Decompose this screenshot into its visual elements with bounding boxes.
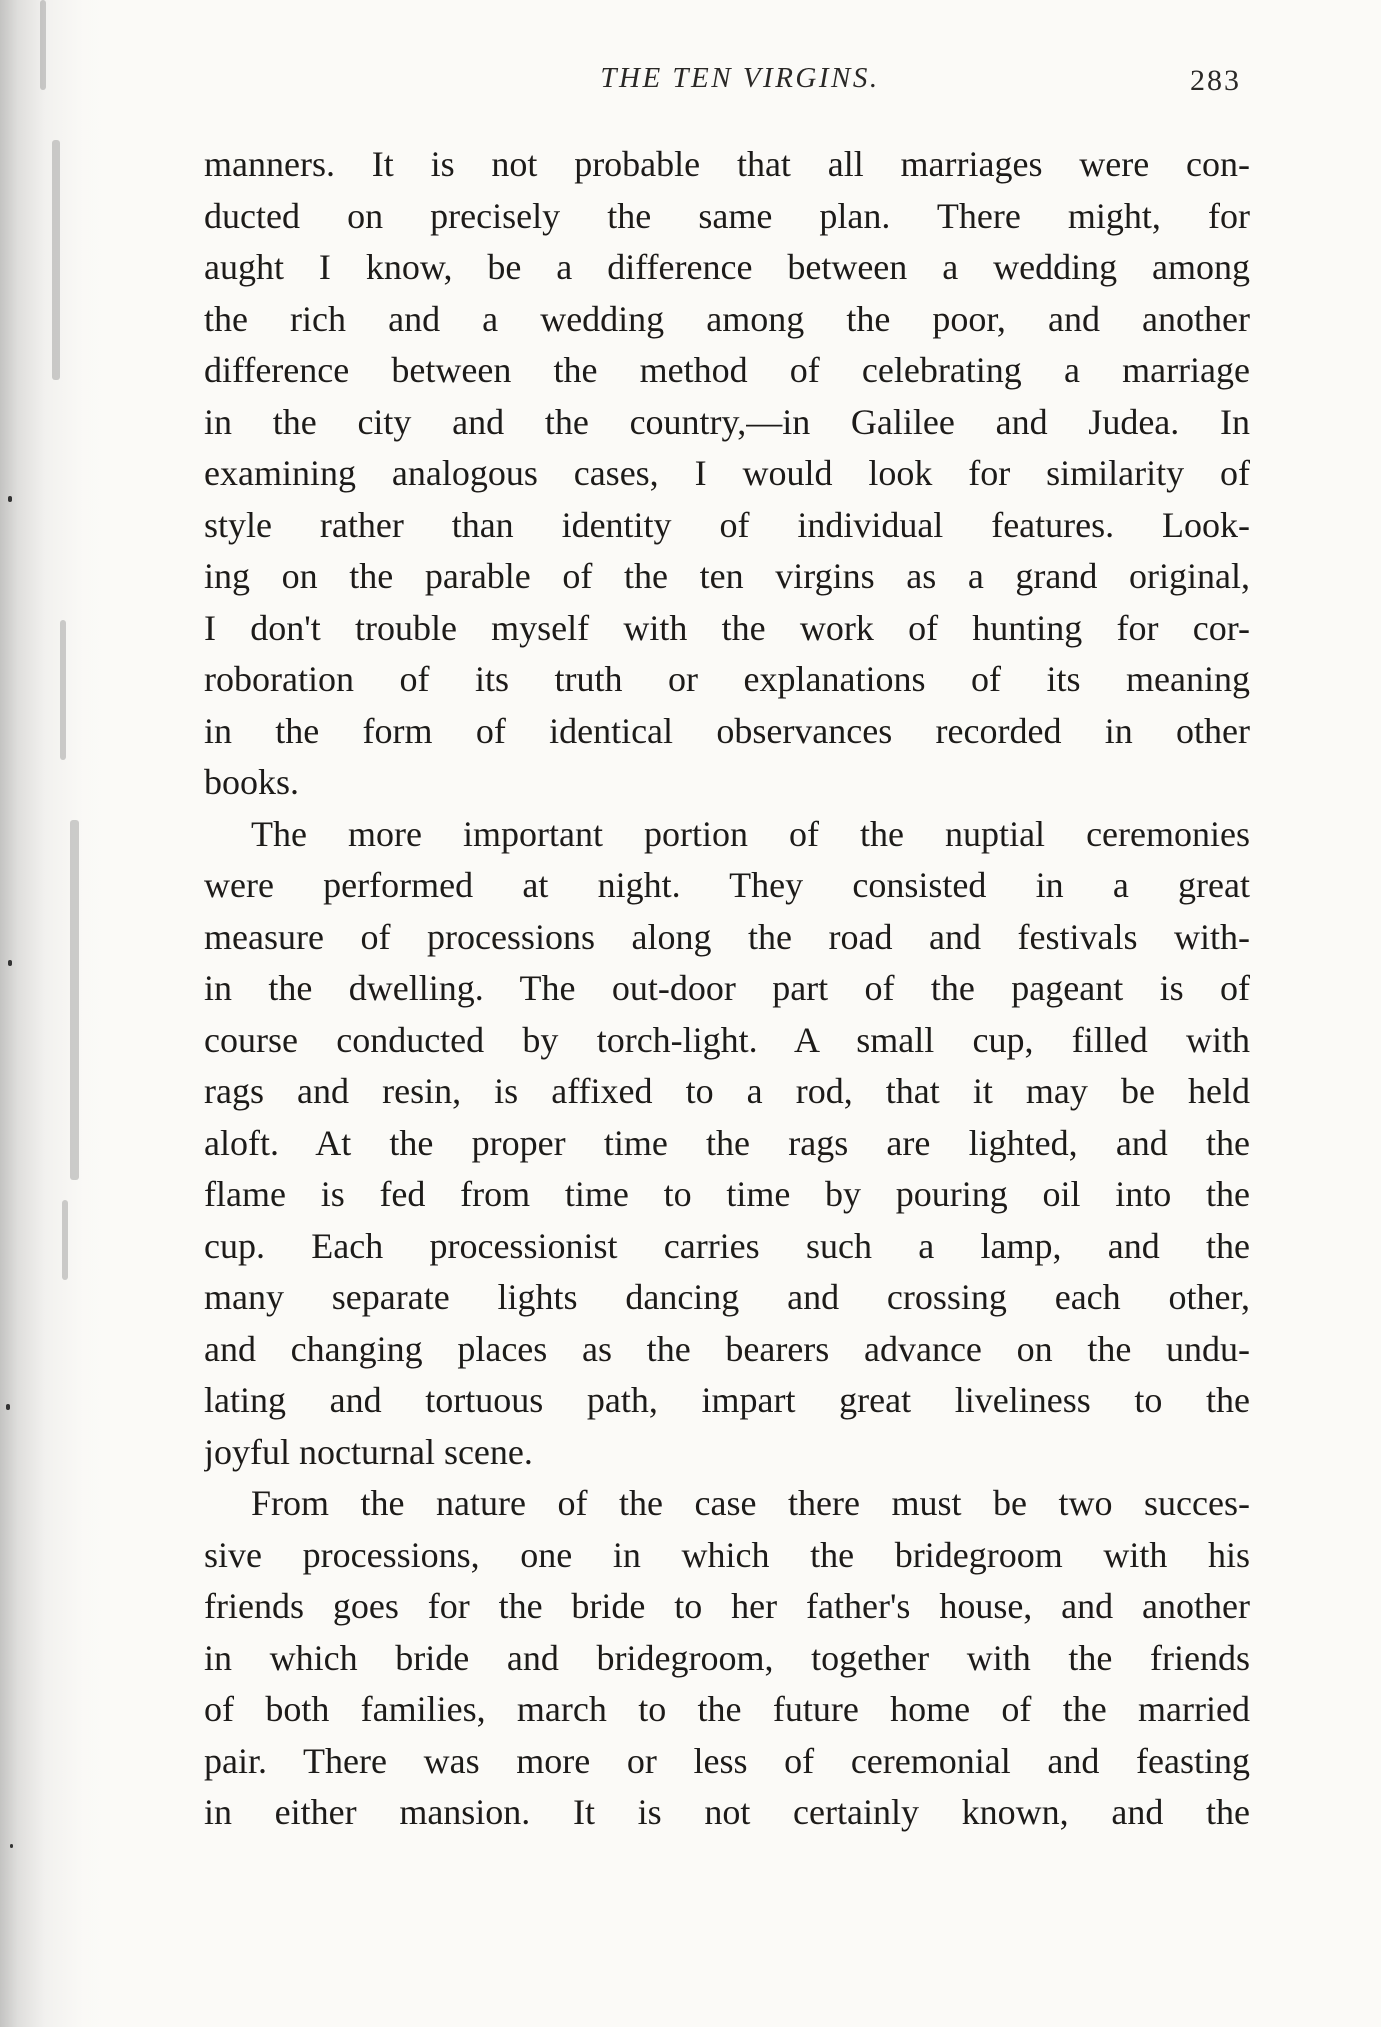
page-number: 283 xyxy=(1190,64,1241,97)
text-line: ducted on precisely the same plan. There might, for xyxy=(204,195,1250,236)
text-line: From the nature of the case there must be two succes- xyxy=(251,1483,1250,1523)
text-line: course conducted by torch-light. A small cup, filled with xyxy=(204,1019,1250,1060)
text-line: The more important portion of the nuptial ceremonies xyxy=(251,813,1250,854)
page-speck xyxy=(8,496,12,502)
text-line: in the dwelling. The out-door part of the pageant is of xyxy=(204,968,1250,1008)
text-line: cup. Each processionist carries such a lamp, and the xyxy=(204,1225,1250,1266)
text-line: I don't trouble myself with the work of hunting for cor- xyxy=(204,607,1250,648)
text-line: manners. It is not probable that all marriages were con- xyxy=(204,144,1250,184)
page-header xyxy=(0,62,1381,102)
page-speck xyxy=(10,1844,13,1848)
text-line: were performed at night. They consisted in a great xyxy=(204,865,1250,905)
text-line: rags and resin, is affixed to a rod, that it may be held xyxy=(204,1071,1250,1111)
text-line: in the city and the country,—in Galilee and Judea. In xyxy=(204,401,1250,442)
text-line: books. xyxy=(204,762,300,802)
text-line: and changing places as the bearers advance on the undu- xyxy=(204,1328,1250,1369)
running-title: THE TEN VIRGINS. xyxy=(600,62,880,94)
page-speck xyxy=(6,1404,10,1410)
text-line: lating and tortuous path, impart great liveliness to the xyxy=(204,1380,1250,1420)
text-line: flame is fed from time to time by pouring oil into the xyxy=(204,1174,1250,1214)
text-line: many separate lights dancing and crossing each other, xyxy=(204,1277,1250,1317)
text-line: in either mansion. It is not certainly known, and the xyxy=(204,1792,1250,1832)
text-line: of both families, march to the future home of the married xyxy=(204,1689,1250,1729)
text-line: aloft. At the proper time the rags are lighted, and the xyxy=(204,1122,1250,1163)
text-line: the rich and a wedding among the poor, and another xyxy=(204,298,1250,339)
text-line: measure of processions along the road and festivals with- xyxy=(204,916,1250,957)
text-line: ing on the parable of the ten virgins as a grand original, xyxy=(204,556,1250,596)
text-line: friends goes for the bride to her father's house, and another xyxy=(204,1586,1250,1626)
body-text xyxy=(204,139,1250,1839)
text-line: examining analogous cases, I would look for similarity of xyxy=(204,453,1250,493)
text-line: in the form of identical observances recorded in other xyxy=(204,710,1250,751)
page-speck xyxy=(8,960,12,966)
text-line: sive processions, one in which the bridegroom with his xyxy=(204,1534,1250,1575)
binding-gutter-shadow xyxy=(0,0,110,2027)
text-line: roboration of its truth or explanations of its meaning xyxy=(204,659,1250,699)
text-line: joyful nocturnal scene. xyxy=(204,1431,533,1472)
text-line: pair. There was more or less of ceremonial and feasting xyxy=(204,1740,1250,1781)
text-line: difference between the method of celebrating a marriage xyxy=(204,350,1250,390)
text-line: aught I know, be a difference between a wedding among xyxy=(204,247,1250,287)
text-line: style rather than identity of individual features. Look- xyxy=(204,504,1250,545)
text-line: in which bride and bridegroom, together with the friends xyxy=(204,1637,1250,1678)
